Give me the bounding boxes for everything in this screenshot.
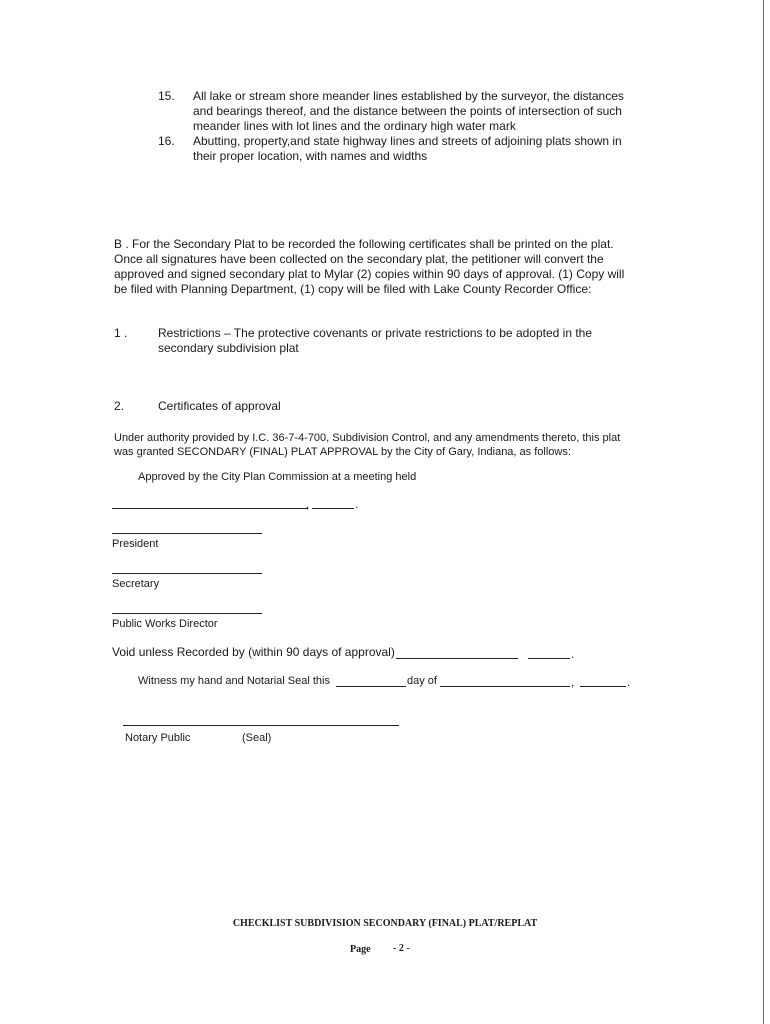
paragraph-line: Under authority provided by I.C. 36-7-4-700, Subdivision Control, and any amendments thereto, this plat — [114, 432, 621, 444]
void-text: Void unless Recorded by (within 90 days of approval) — [112, 645, 395, 659]
footer-page-label: Page — [350, 944, 371, 955]
witness-day-blank — [336, 686, 406, 687]
paragraph-line: B . For the Secondary Plat to be recorded the following certificates shall be printed on the plat. — [114, 237, 614, 251]
paragraph-line: be filed with Planning Department, (1) copy will be filed with Lake County Recorder Office: — [114, 282, 592, 296]
seal-label: (Seal) — [242, 732, 272, 744]
item-number: 2. — [114, 399, 125, 413]
item-text: Certificates of approval — [158, 399, 281, 413]
meeting-year-blank — [312, 508, 354, 509]
item-text-line: Abutting, property,and state highway lines and streets of adjoining plats shown in — [193, 134, 622, 148]
item-text-line: Restrictions – The protective covenants or private restrictions to be adopted in the — [158, 326, 593, 340]
president-signature-line — [112, 533, 262, 534]
meeting-date-blank — [112, 508, 308, 509]
president-label: President — [112, 538, 159, 550]
period-mark: . — [355, 497, 359, 511]
item-text-line: secondary subdivision plat — [158, 341, 299, 355]
comma-mark: , — [571, 675, 575, 689]
item-number: 16. — [158, 134, 175, 148]
item-text-line: their proper location, with names and widths — [193, 149, 428, 163]
witness-month-blank — [440, 686, 570, 687]
notary-signature-line — [123, 725, 399, 726]
item-text-line: and bearings thereof, and the distance between the points of intersection of such — [193, 104, 622, 118]
public-works-label: Public Works Director — [112, 618, 218, 630]
void-year-blank — [528, 658, 570, 659]
secretary-label: Secretary — [112, 578, 160, 590]
item-number: 1 . — [114, 326, 128, 340]
comma-mark: , — [306, 497, 310, 511]
footer-page-number: - 2 - — [393, 943, 410, 954]
scan-edge-line — [763, 0, 764, 1024]
footer-title: CHECKLIST SUBDIVISION SECONDARY (FINAL) PLAT/REPLAT — [232, 918, 538, 929]
item-number: 15. — [158, 89, 175, 103]
notary-label: Notary Public — [125, 732, 191, 744]
item-text-line: meander lines with lot lines and the ordinary high water mark — [193, 119, 516, 133]
period-mark: . — [627, 675, 631, 689]
void-date-blank — [396, 658, 518, 659]
public-works-signature-line — [112, 613, 262, 614]
witness-day-of: day of — [407, 675, 437, 687]
period-mark: . — [571, 647, 575, 661]
paragraph-line: was granted SECONDARY (FINAL) PLAT APPROVAL by the City of Gary, Indiana, as follows: — [114, 446, 571, 458]
approved-text: Approved by the City Plan Commission at a meeting held — [138, 471, 417, 483]
item-text-line: All lake or stream shore meander lines established by the surveyor, the distances — [193, 89, 624, 103]
witness-text: Witness my hand and Notarial Seal this — [138, 675, 330, 687]
witness-year-blank — [580, 686, 626, 687]
paragraph-line: Once all signatures have been collected on the secondary plat, the petitioner will convert the — [114, 252, 604, 266]
secretary-signature-line — [112, 573, 262, 574]
paragraph-line: approved and signed secondary plat to Mylar (2) copies within 90 days of approval. (1) Copy will — [114, 267, 625, 281]
